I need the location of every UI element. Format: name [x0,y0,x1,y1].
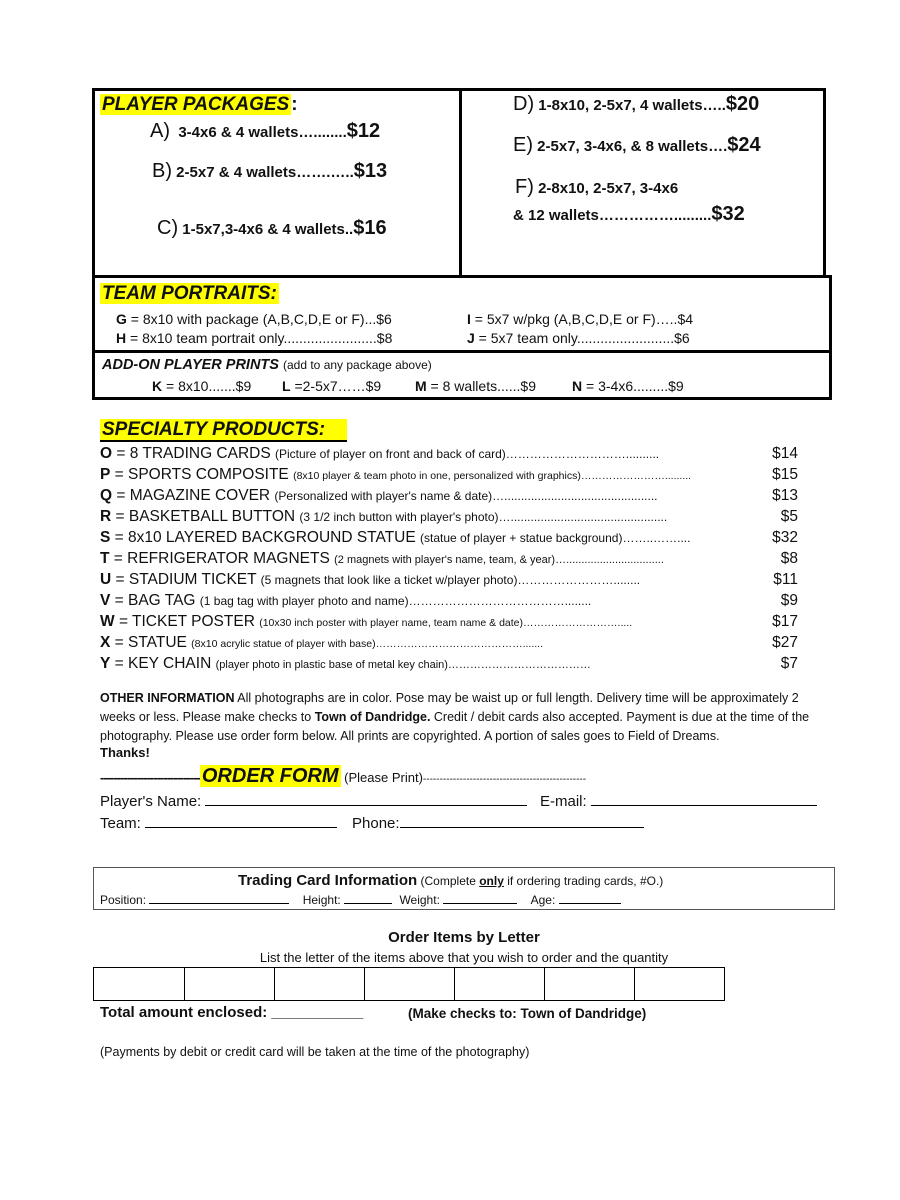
phone-label: Phone: [352,815,400,832]
order-items-title: Order Items by Letter [388,929,540,946]
thanks-text: Thanks! [100,745,150,760]
portrait-j: J = 5x7 team only.........................$6 [467,330,690,346]
payment-note: (Payments by debit or credit card will be taken at the time of the photography) [100,1045,530,1059]
portrait-g: G = 8x10 with package (A,B,C,D,E or F)...$6 [116,311,392,327]
order-item-cell[interactable] [364,968,455,1000]
addon-l: L =2-5x7……$9 [282,378,382,394]
addon-n: N = 3-4x6.........$9 [572,378,684,394]
specialty-item-u: U = STADIUM TICKET (5 magnets that look like a ticket w/player photo)……………………........ $11 [100,571,798,588]
specialty-item-r: R = BASKETBALL BUTTON (3 1/2 inch button with player's photo)…............................................... $5 [100,508,798,525]
email-field[interactable] [591,791,817,806]
other-information: OTHER INFORMATION All photographs are in color. Pose may be waist up or full length. Delivery time will be approximately 2 weeks or less. Please make checks to Town of Dandridge. Credit / debit cards also accepted. Payment is due at the time of the photography. Please use order form below. All prints are copyrighted. A portion of sales goes to Field of Dreams. [100,691,810,743]
order-form-header: ------------------------------ ORDER FORM (Please Print)------------------------------------------------- [100,765,587,787]
order-items-subtitle: List the letter of the items above that you wish to order and the quantity [259,950,669,965]
checks-note: (Make checks to: Town of Dandridge) [408,1006,647,1021]
specialty-item-y: Y = KEY CHAIN (player photo in plastic base of metal key chain)………………………………… $7 [100,655,798,672]
specialty-item-x: X = STATUE (8x10 acrylic statue of player with base)……………………………………....... $27 [100,634,798,651]
player-name-field[interactable] [205,791,527,806]
trading-card-fields [100,892,621,907]
specialty-title: SPECIALTY PRODUCTS: [100,419,347,441]
total-row [100,1004,363,1021]
package-c: C) 1-5x7,3-4x6 & 4 wallets..$16 [157,217,387,239]
specialty-item-t: T = REFRIGERATOR MAGNETS (2 magnets with player's name, team, & year)…................................ $8 [100,550,798,567]
portrait-i: I = 5x7 w/pkg (A,B,C,D,E or F)…..$4 [467,311,694,327]
phone-field[interactable] [400,813,644,828]
specialty-item-p: P = SPORTS COMPOSITE (8x10 player & team photo in one, personalized with graphics)……………………......... $15 [100,466,798,483]
package-f: F) 2-8x10, 2-5x7, 3-4x6 [515,176,679,198]
age-field[interactable] [559,892,621,904]
team-label: Team: [100,815,141,832]
position-label: Position: [100,893,147,907]
team-row [100,813,337,832]
package-e: E) 2-5x7, 3-4x6, & 8 wallets….$24 [513,134,761,156]
specialty-item-o: O = 8 TRADING CARDS (Picture of player on front and back of card)………………………….......... $14 [100,445,798,462]
order-item-cell[interactable] [544,968,635,1000]
package-a: A) 3-4x6 & 4 wallets…........$12 [150,120,381,142]
specialty-item-s: S = 8x10 LAYERED BACKGROUND STATUE (statue of player + statue background)……..…….... $32 [100,529,798,546]
total-field[interactable]: ___________ [271,1004,364,1021]
order-item-cell[interactable] [94,968,184,1000]
player-name-row [100,791,527,810]
order-items-grid [93,967,725,1001]
weight-label: Weight: [399,893,440,907]
email-label: E-mail: [540,793,587,810]
player-packages-box [92,88,826,278]
order-item-cell[interactable] [274,968,365,1000]
specialty-item-q: Q = MAGAZINE COVER (Personalized with player's name & date)….............................................. $13 [100,487,798,504]
package-f-line2: & 12 wallets…………….........$32 [513,203,745,225]
position-field[interactable] [149,892,289,904]
specialty-item-w: W = TICKET POSTER (10x30 inch poster with player name, team name & date)………………………..... $17 [100,613,798,630]
trading-card-title: Trading Card Information (Complete only if ordering trading cards, #O.) [238,872,664,889]
addon-title: ADD-ON PLAYER PRINTS (add to any package above) [102,357,432,373]
order-item-cell[interactable] [184,968,275,1000]
age-label: Age: [530,893,556,907]
order-item-cell[interactable] [634,968,725,1000]
addon-m: M = 8 wallets......$9 [415,378,537,394]
height-field[interactable] [344,892,392,904]
height-label: Height: [302,893,341,907]
player-packages-title: PLAYER PACKAGES : [102,94,298,115]
order-item-cell[interactable] [454,968,545,1000]
team-portraits-title: TEAM PORTRAITS: [102,283,277,304]
package-b: B) 2-5x7 & 4 wallets…….…..$13 [152,160,388,182]
addon-k: K = 8x10.......$9 [152,378,252,394]
phone-row [352,813,644,832]
package-d: D) 1-8x10, 2-5x7, 4 wallets…..$20 [513,93,760,115]
team-field[interactable] [145,813,337,828]
specialty-item-v: V = BAG TAG (1 bag tag with player photo and name)…………………………………........ $9 [100,592,798,609]
portraits-divider [95,350,829,353]
packages-divider [459,91,462,275]
portrait-h: H = 8x10 team portrait only........................$8 [116,330,393,346]
total-label: Total amount enclosed: [100,1004,268,1021]
player-name-label: Player's Name: [100,793,202,810]
email-row [540,791,817,810]
weight-field[interactable] [443,892,517,904]
